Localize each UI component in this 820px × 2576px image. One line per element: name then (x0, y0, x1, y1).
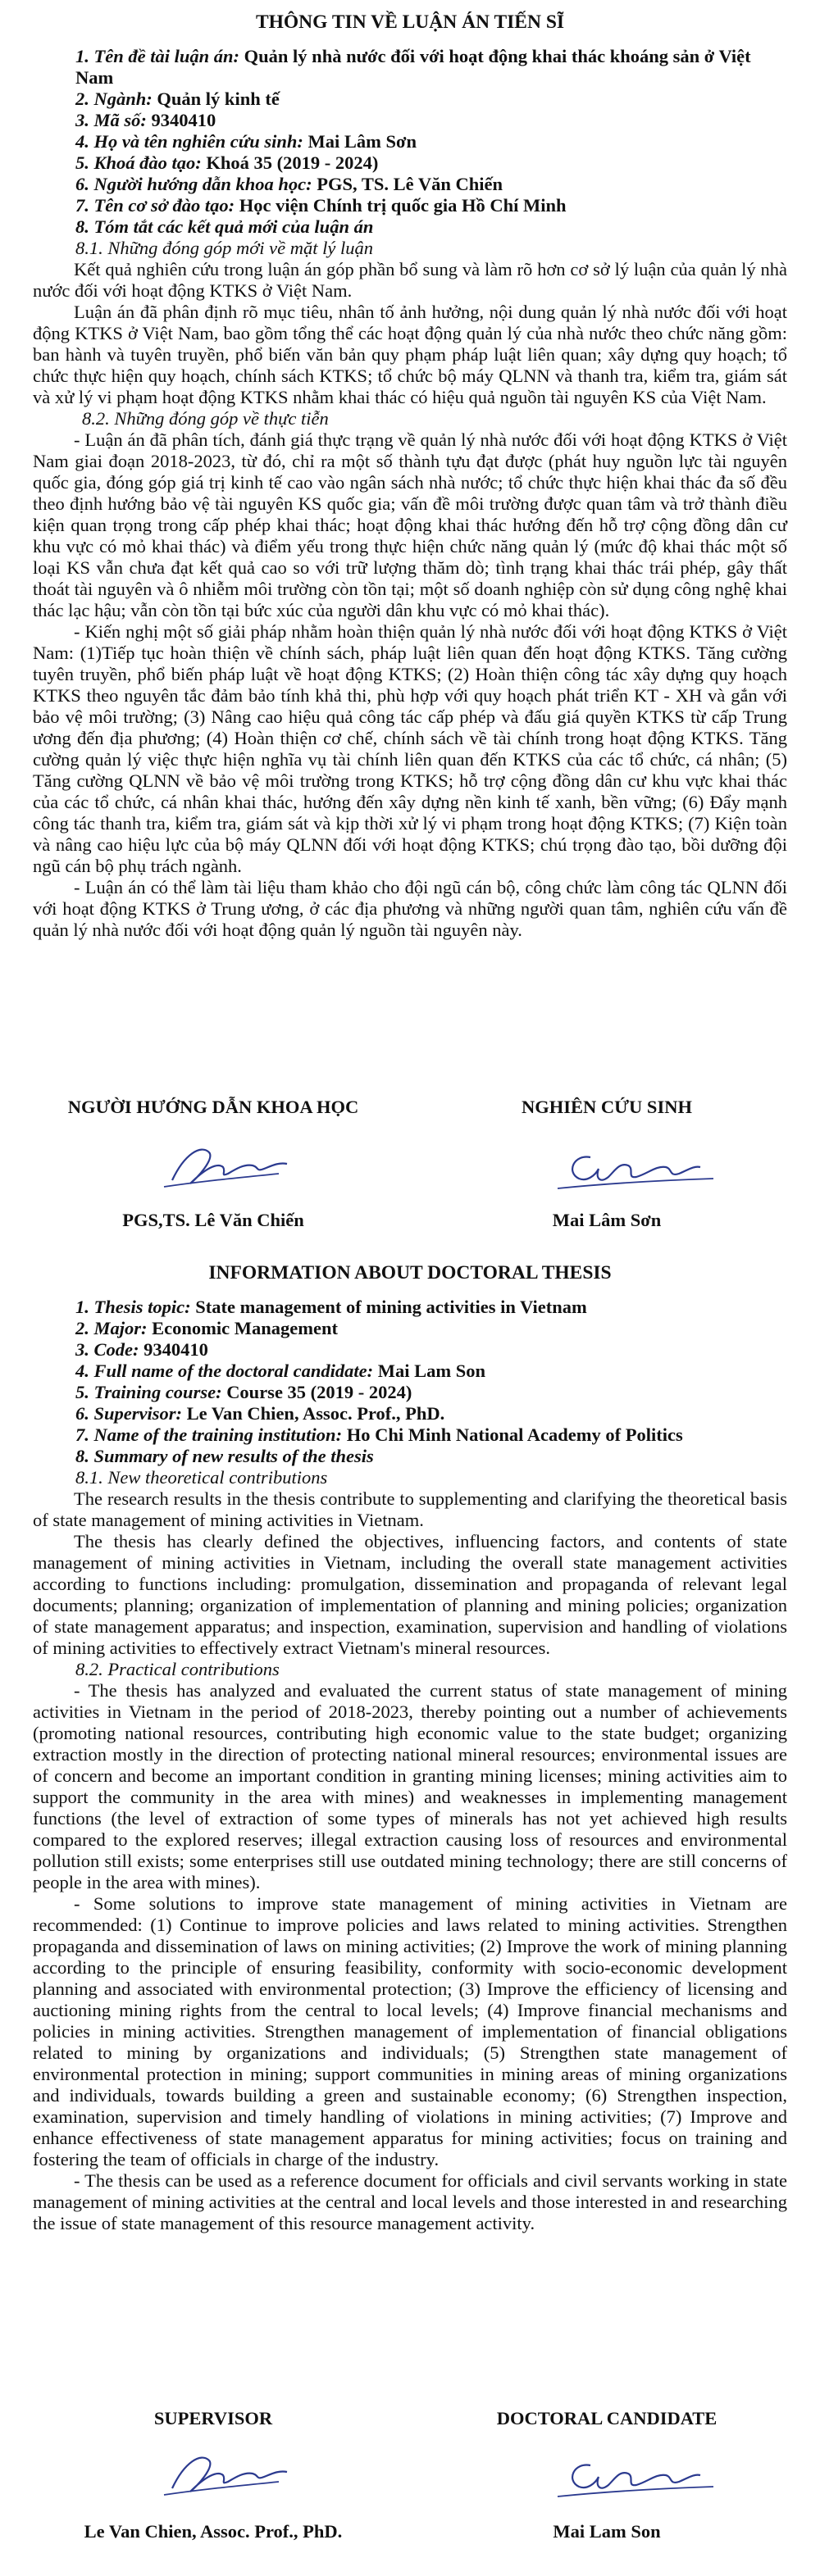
vi-info-value: 9340410 (146, 110, 216, 130)
vi-info-institution (33, 195, 787, 216)
vi-signature-block (33, 1097, 787, 1236)
vi-paragraph: Kết quả nghiên cứu trong luận án góp phần bổ sung và làm rõ hơn cơ sở lý luận của quản lý nhà nước đối với hoạt động KTKS ở Việt Nam. (33, 259, 787, 301)
en-info-label: 8. Summary of new results of the thesis (75, 1446, 374, 1466)
en-info-value: Ho Chi Minh National Academy of Politics (342, 1424, 683, 1445)
vi-info-value: Mai Lâm Sơn (303, 131, 417, 152)
vi-info-value: PGS, TS. Lê Văn Chiến (312, 174, 503, 194)
en-info-institution (33, 1424, 787, 1446)
english-section (33, 1262, 787, 2234)
en-info-value: Course 35 (2019 - 2024) (221, 1382, 412, 1402)
en-candidate-signature (426, 2408, 787, 2542)
en-heading-8-2: 8.2. Practical contributions (75, 1659, 280, 1679)
en-info-label: 5. Training course: (75, 1382, 222, 1402)
sig-label: SUPERVISOR (153, 2408, 273, 2428)
sig-name: Mai Lâm Sơn (552, 1210, 662, 1230)
vi-info-value: Học viện Chính trị quốc gia Hồ Chí Minh (235, 195, 567, 216)
vi-info-label: 3. Mã số: (75, 110, 147, 130)
en-info-label: 3. Code: (75, 1339, 139, 1360)
vi-info-label: 5. Khoá đào tạo: (75, 152, 202, 173)
en-paragraph: - The thesis has analyzed and evaluated the current status of state management of mining activities in Vietnam in the period of 2018-2023, thereby pointing out a number of achievements (promoting national resources, contributing high economic value to the state budget; organizing extraction mostly in the direction of protecting national mineral resources; environmental issues are of concern and become an important condition in granting mining licenses; mining activities aim to support the community in the area with mines) and weaknesses in implementing management functions (the level of extraction of some types of minerals has not yet achieved high results compared to the explored reserves; illegal extraction causing loss of resources and environmental pollution still exists; some enterprises still use outdated mining technology; there are still concerns of people in the area with mines). (33, 1680, 787, 1892)
en-signature-block (33, 2408, 787, 2547)
vi-info-label: 2. Ngành: (75, 89, 153, 109)
vi-info-code (33, 110, 787, 131)
en-paragraph: The research results in the thesis contribute to supplementing and clarifying the theoretical basis of state management of mining activities in Vietnam. (33, 1488, 787, 1530)
en-info-label: 7. Name of the training institution: (75, 1424, 343, 1445)
en-info-value: Le Van Chien, Assoc. Prof., PhD. (182, 1403, 445, 1424)
en-info-supervisor (33, 1403, 787, 1424)
en-info-label: 1. Thesis topic: (75, 1297, 191, 1317)
vi-info-topic (33, 46, 787, 89)
en-info-value: Economic Management (147, 1318, 338, 1338)
vi-info-value: Quản lý kinh tế (152, 89, 280, 109)
en-info-list (33, 1297, 787, 1467)
vi-paragraph: - Luận án đã phân tích, đánh giá thực trạng về quản lý nhà nước đối với hoạt động KTKS ở Việt Nam giai đoạn 2018-2023, từ đó, chỉ ra một số thành tựu đạt được (phát huy nguồn lực tài nguyên quốc gia, đóng góp giá trị kinh tế cao vào ngân sách nhà nước; tổ chức thực hiện khai thác đa số đều theo định hướng bảo vệ tài nguyên KS quốc gia; vấn đề môi trường được quan tâm và trở thành điều kiện quan trọng trong cấp phép khai thác; hoạt động khai thác hướng đến hỗ trợ cộng đồng dân cư khu vực có mỏ khai thác) và điểm yếu trong thực hiện chức năng quản lý (mức độ khai thác một số loại KS vẫn chưa đạt kết quả cao so với trữ lượng thăm dò; tình trạng khai thác trái phép, gây thất thoát tài nguyên và ô nhiễm môi trường còn tồn tại; một số doanh nghiệp còn sử dụng công nghệ khai thác lạc hậu; vẫn còn tồn tại bức xúc của người dân khu vực có mỏ khai thác). (33, 429, 787, 620)
vi-info-major (33, 89, 787, 110)
vi-info-list (33, 46, 787, 238)
en-info-topic (33, 1297, 787, 1318)
sig-label: NGHIÊN CỨU SINH (522, 1097, 692, 1117)
vi-info-label: 6. Người hướng dẫn khoa học: (75, 174, 312, 194)
vi-heading-8-2: 8.2. Những đóng góp về thực tiễn (82, 408, 329, 429)
en-paragraph: - The thesis can be used as a reference document for officials and civil servants working in state management of mining activities at the central and local levels and those interested in and researching the issue of state management of this resource management activity. (33, 2170, 787, 2233)
vi-heading-8-1: 8.1. Những đóng góp mới về mặt lý luận (75, 238, 373, 258)
supervisor-signature-icon (33, 1129, 394, 1203)
vi-info-candidate (33, 131, 787, 152)
vi-info-supervisor (33, 174, 787, 195)
vi-candidate-signature (426, 1097, 787, 1230)
en-info-candidate (33, 1361, 787, 1382)
en-info-course (33, 1382, 787, 1403)
sig-name: PGS,TS. Lê Văn Chiến (122, 1210, 304, 1230)
vi-info-course (33, 152, 787, 174)
en-info-label: 6. Supervisor: (75, 1403, 183, 1424)
en-info-value: State management of mining activities in Vietnam (190, 1297, 587, 1317)
vi-info-value: Khoá 35 (2019 - 2024) (201, 152, 379, 173)
vi-supervisor-signature (33, 1097, 394, 1230)
en-info-label: 2. Major: (75, 1318, 148, 1338)
en-info-summary (33, 1446, 787, 1467)
en-info-label: 4. Full name of the doctoral candidate: (75, 1361, 374, 1381)
sig-label: NGƯỜI HƯỚNG DẪN KHOA HỌC (67, 1097, 359, 1117)
en-supervisor-signature (33, 2408, 394, 2542)
en-title: INFORMATION ABOUT DOCTORAL THESIS (208, 1262, 612, 1283)
sig-name: Le Van Chien, Assoc. Prof., PhD. (84, 2521, 343, 2542)
en-paragraph: The thesis has clearly defined the objectives, influencing factors, and contents of state management of mining activities in Vietnam, including the overall state management activities according to functions including: promulgation, dissemination and propaganda of relevant legal documents; planning; organization of implementation of planning and mining policies; organization of state management apparatus; and inspection, examination, supervision and handling of violations of mining activities to effectively extract Vietnam's mineral resources. (33, 1531, 787, 1658)
en-paragraph: - Some solutions to improve state management of mining activities in Vietnam are recommended: (1) Continue to improve policies and laws related to mining activities. Strengthen propaganda and dissemination of laws on mining activities; (2) Improve the work of mining planning according to the principle of ensuring feasibility, conformity with socio-economic development planning and associated with environmental protection; (3) Improve the efficiency of licensing and auctioning mining rights from the central to local levels; (4) Improve financial mechanisms and policies in mining activities. Strengthen management of implementation of financial obligations related to mining by organizations and individuals; (5) Strengthen state management of environmental protection in mining; support communities in mining areas of mining organizations and individuals, towards building a green and sustainable economy; (6) Strengthen inspection, examination, supervision and timely handling of violations in mining activities; (7) Improve and enhance effectiveness of state management apparatus for mining activities; focus on training and fostering the team of officials in charge of the industry. (33, 1893, 787, 2169)
vi-info-value: Quản lý nhà nước đối với hoạt động khai thác khoáng sản ở Việt Nam (75, 46, 751, 88)
vi-info-label: 7. Tên cơ sở đào tạo: (75, 195, 235, 216)
en-info-value: 9340410 (139, 1339, 208, 1360)
supervisor-signature-icon (33, 2437, 394, 2511)
vi-info-summary (33, 216, 787, 238)
sig-name: Mai Lam Son (553, 2521, 661, 2542)
vi-paragraph: - Kiến nghị một số giải pháp nhằm hoàn thiện quản lý nhà nước đối với hoạt động KTKS ở Việt Nam: (1)Tiếp tục hoàn thiện về chính sách, pháp luật liên quan đến hoạt động KTKS. Tăng cường tuyên truyền, phổ biến pháp luật về hoạt động KTKS; (2) Hoàn thiện công tác xây dựng quy hoạch KTKS theo nguyên tắc đảm bảo tính khả thi, phù hợp với quy hoạch phát triển KT - XH và gắn với bảo vệ môi trường; (3) Nâng cao hiệu quả công tác cấp phép và đấu giá quyền KTKS từ cấp Trung ương đến địa phương; (4) Hoàn thiện cơ chế, chính sách về tài chính trong hoạt động KTKS. Tăng cường quản lý việc thực hiện nghĩa vụ tài chính liên quan đến KTKS của các tổ chức, cá nhân; (5) Tăng cường QLNN về bảo vệ môi trường trong KTKS; hỗ trợ cộng đồng dân cư khu vực khai thác của các tổ chức, cá nhân khai thác, hướng đến xây dựng nền kinh tế xanh, bền vững; (6) Đẩy mạnh công tác thanh tra, kiểm tra, giám sát và kịp thời xử lý vi phạm trong hoạt động KTKS; (7) Kiện toàn và nâng cao hiệu lực của bộ máy QLNN đối với hoạt động KTKS; chú trọng đào tạo, bồi dưỡng đội ngũ cán bộ phụ trách ngành. (33, 621, 787, 876)
vi-paragraph: Luận án đã phân định rõ mục tiêu, nhân tố ảnh hưởng, nội dung quản lý nhà nước đối với hoạt động KTKS ở Việt Nam, bao gồm tổng thể các hoạt động quản lý của nhà nước theo chức năng gồm: ban hành và tuyên truyền, phổ biến văn bản quy phạm pháp luật liên quan; xây dựng quy hoạch; tổ chức thực hiện quy hoạch, chính sách KTKS; tổ chức bộ máy QLNN và thanh tra, kiểm tra, giám sát và xử lý vi phạm hoạt động KTKS nhằm khai thác có hiệu quả nguồn tài nguyên KS của Việt Nam. (33, 302, 787, 407)
en-heading-8-1: 8.1. New theoretical contributions (75, 1467, 328, 1488)
en-info-code (33, 1339, 787, 1361)
vi-info-label: 4. Họ và tên nghiên cứu sinh: (75, 131, 303, 152)
vi-info-label: 1. Tên đề tài luận án: (75, 46, 240, 66)
sig-label: DOCTORAL CANDIDATE (496, 2408, 718, 2428)
en-info-value: Mai Lam Son (373, 1361, 486, 1381)
en-info-major (33, 1318, 787, 1339)
vietnamese-section (33, 11, 787, 941)
vi-paragraph: - Luận án có thể làm tài liệu tham khảo cho đội ngũ cán bộ, công chức làm công tác QLNN đối với hoạt động KTKS ở Trung ương, ở các địa phương và những người quan tâm, nghiên cứu vấn đề quản lý nhà nước đối với hoạt động quản lý nguồn tài nguyên này. (33, 877, 787, 940)
candidate-signature-icon (426, 1129, 787, 1203)
vi-title: THÔNG TIN VỀ LUẬN ÁN TIẾN SĨ (255, 11, 565, 33)
vi-info-label: 8. Tóm tắt các kết quả mới của luận án (75, 216, 374, 237)
candidate-signature-icon (426, 2437, 787, 2511)
